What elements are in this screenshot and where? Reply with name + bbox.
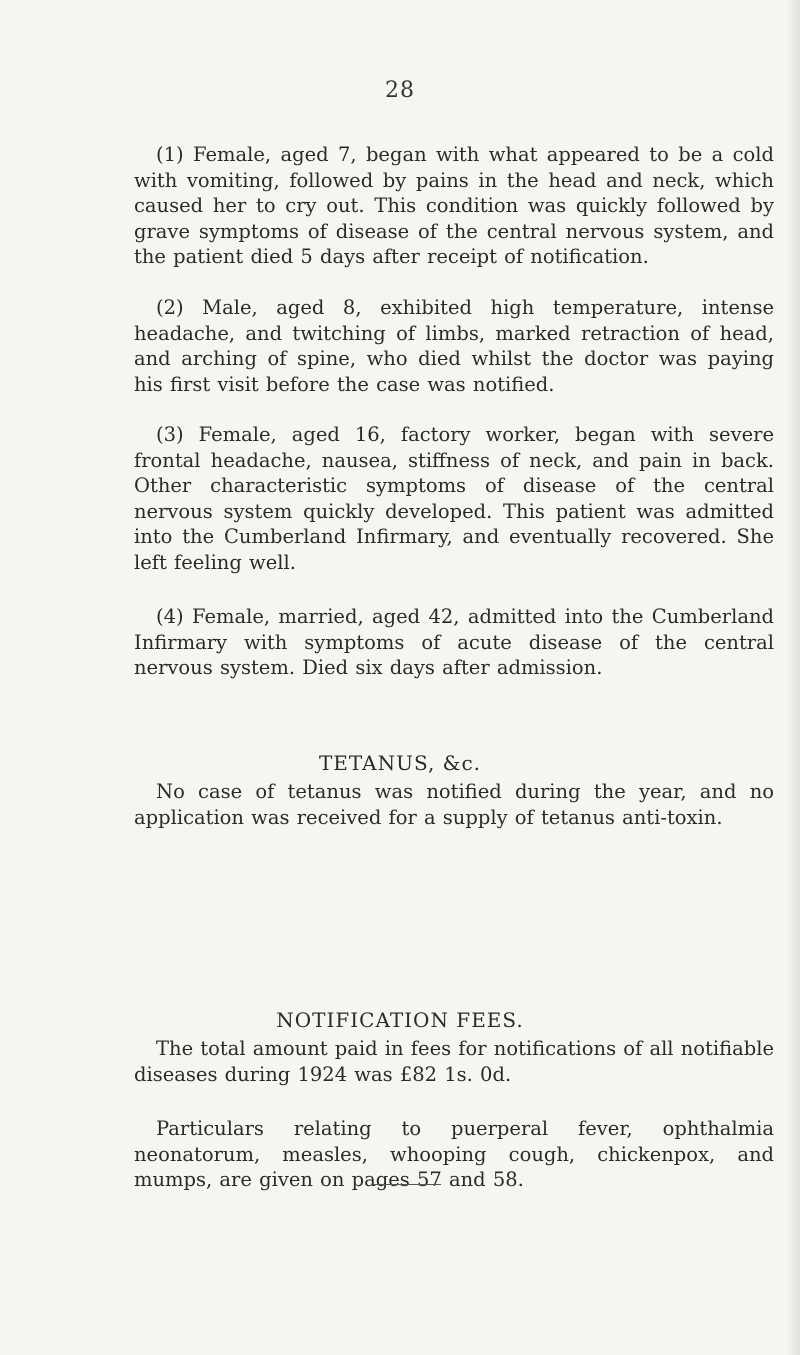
closing-rule xyxy=(371,1184,441,1185)
page-number: 28 xyxy=(385,78,415,103)
case-paragraph-2: (2) Male, aged 8, exhibited high temperature, intense headache, and twitching of limbs, marked retraction of head, and arching of spine, who died whilst the doctor was paying his first visit before the case was notified. xyxy=(134,296,774,396)
notification-fees-heading: NOTIFICATION FEES. xyxy=(276,1008,524,1032)
case-paragraph-4: (4) Female, married, aged 42, admitted into the Cumberland Infirmary with symptoms of acute disease of the central nervous system. Died six days after admission. xyxy=(134,605,774,680)
case-paragraph-3: (3) Female, aged 16, factory worker, began with severe frontal headache, nausea, stiffness of neck, and pain in back. Other characteristic symptoms of disease of the central nervous system quickly developed. This patient was admitted into the Cumberland Infirmary, and eventually recovered. She left feeling well. xyxy=(134,423,774,574)
particulars-paragraph: Particulars relating to puerperal fever, ophthalmia neonatorum, measles, whooping cough, chickenpox, and mumps, are given on pages 57 and 58. xyxy=(134,1117,774,1192)
tetanus-heading: TETANUS, &c. xyxy=(318,751,482,775)
notification-fees-paragraph: The total amount paid in fees for notifications of all notifiable diseases during 1924 was £82 1s. 0d. xyxy=(134,1037,775,1086)
tetanus-paragraph: No case of tetanus was notified during the year, and no application was received for a supply of tetanus anti-toxin. xyxy=(134,780,774,829)
page-edge-shadow xyxy=(786,0,800,1355)
case-paragraph-1: (1) Female, aged 7, began with what appeared to be a cold with vomiting, followed by pains in the head and neck, which caused her to cry out. This condition was quickly followed by grave symptoms of disease of the central nervous system, and the patient died 5 days after receipt of notification. xyxy=(134,143,774,269)
